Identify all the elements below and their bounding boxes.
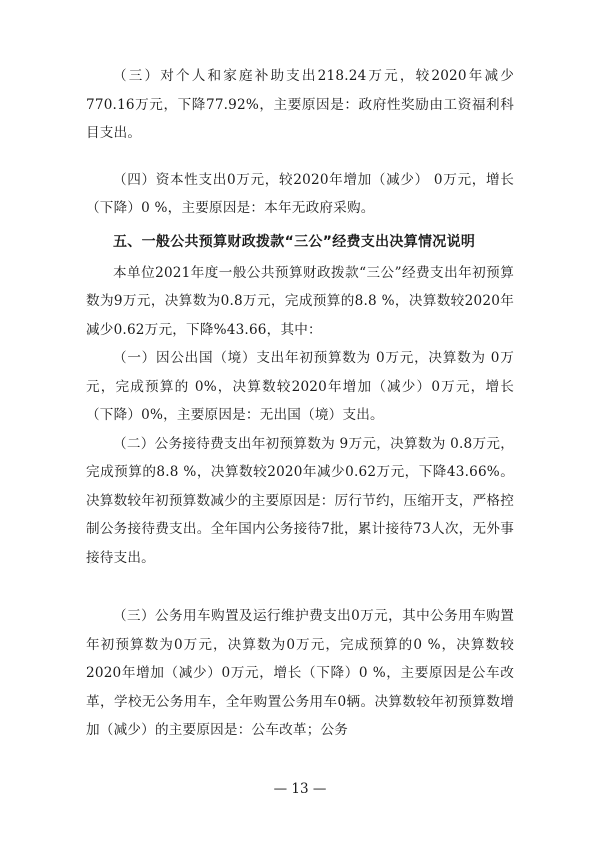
paragraph-overseas-travel: （一）因公出国（境）支出年初预算数为 0万元，决算数为 0万元，完成预算的 0%，决算数较2020年增加（减少）0万元，增长（下降）0%，主要原因是：无出国（境）支出。 xyxy=(86,350,514,423)
paragraph-personal-family-subsidy: （三）对个人和家庭补助支出218.24万元，较2020年减少770.16万元，下降77.92%，主要原因是：政府性奖励由工资福利科目支出。 xyxy=(86,68,514,141)
paragraph-official-reception: （二）公务接待费支出年初预算数为 9万元，决算数为 0.8万元，完成预算的8.8 %，决算数较2020年减少0.62万元，下降43.66%。决算数较年初预算数减少的主要原因是：厉行节约，压缩开支，严格控制公务接待费支出。全年国内公务接待7批，累计接待73人次，无外事接待支出。 xyxy=(86,435,514,566)
document-page xyxy=(86,62,514,745)
section-heading-three-public: 五、一般公共预算财政拨款“三公”经费支出决算情况说明 xyxy=(113,233,476,250)
paragraph-capital-expenditure: （四）资本性支出0万元，较2020年增加（减少） 0万元，增长（下降）0 %，主要原因是：本年无政府采购。 xyxy=(86,171,514,216)
paragraph-official-vehicles: （三）公务用车购置及运行维护费支出0万元，其中公务用车购置年初预算数为0万元，决算数为0万元，完成预算的0 %，决算数较2020年增加（减少）0万元，增长（下降）0 %，主要原因是公车改革，学校无公务用车，全年购置公务用车0辆。决算数较年初预算数增加（减少）的主要原因是：公车改革；公务 xyxy=(86,608,514,738)
paragraph-three-public-overview: 本单位2021年度一般公共预算财政拨款“三公”经费支出年初预算数为9万元，决算数为0.8万元，完成预算的8.8 %，决算数较2020年减少0.62万元，下降%43.66，其中： xyxy=(86,264,514,338)
page-number: — 13 — xyxy=(273,781,327,797)
